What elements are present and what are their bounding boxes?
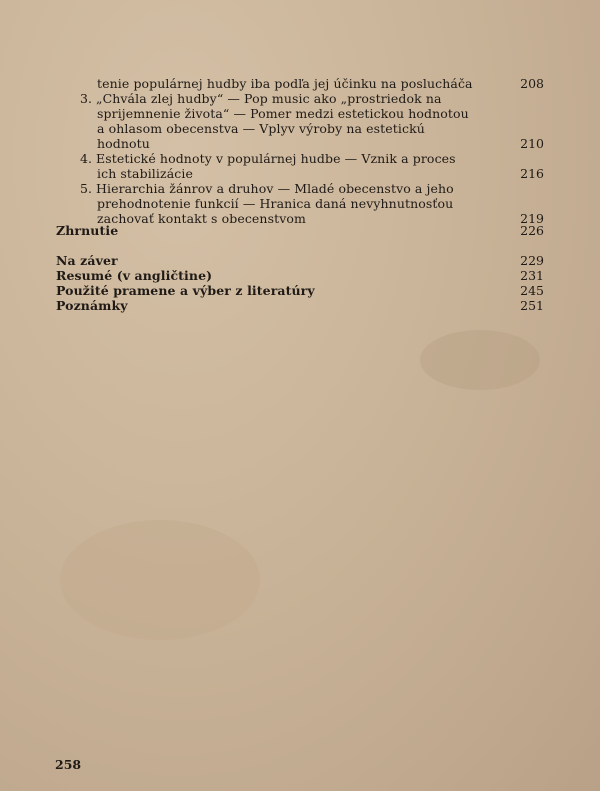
- toc-line: Na záver: [56, 253, 118, 268]
- toc-page-number: 231: [520, 268, 544, 283]
- toc-item-text: Estetické hodnoty v populárnej hudbe — Vznik a proces: [96, 151, 456, 166]
- toc-item-number: 4.: [80, 151, 93, 166]
- toc-line: tenie populárnej hudby iba podľa jej účinku na poslucháča: [97, 76, 473, 91]
- toc-line: a ohlasom obecenstva — Vplyv výroby na estetickú: [97, 121, 425, 136]
- toc-item-number: 3.: [80, 91, 93, 106]
- paper-stain: [60, 520, 260, 640]
- toc-page-number: 251: [520, 298, 544, 313]
- toc-page-number: 216: [520, 166, 544, 181]
- toc-line: Resumé (v angličtine): [56, 268, 213, 283]
- toc-page-number: 229: [520, 253, 544, 268]
- toc-line: Poznámky: [56, 298, 128, 313]
- toc-line: [80, 91, 442, 106]
- toc-line: prehodnotenie funkcií — Hranica daná nevyhnutnosťou: [97, 196, 454, 211]
- page-number: 258: [55, 757, 82, 772]
- toc-page-number: 245: [520, 283, 544, 298]
- toc-line: Použité pramene a výber z literatúry: [56, 283, 315, 298]
- toc-item-text: „Chvála zlej hudby“ — Pop music ako „prostriedok na: [96, 91, 442, 106]
- toc-line: [80, 181, 454, 196]
- paper-stain: [420, 330, 540, 390]
- toc-line: hodnotu: [97, 136, 150, 151]
- toc-page-number: 208: [520, 76, 544, 91]
- toc-line: Zhrnutie: [56, 223, 119, 238]
- toc-line: [80, 151, 456, 166]
- toc-page-number: 226: [520, 223, 544, 238]
- toc-line: zachovať kontakt s obecenstvom: [97, 211, 306, 226]
- toc-page-number: 219: [520, 211, 544, 226]
- toc-item-number: 5.: [80, 181, 93, 196]
- toc-line: sprijemnenie života“ — Pomer medzi estetickou hodnotou: [97, 106, 469, 121]
- toc-item-text: Hierarchia žánrov a druhov — Mladé obecenstvo a jeho: [96, 181, 454, 196]
- toc-page-number: 210: [520, 136, 544, 151]
- toc-line: ich stabilizácie: [97, 166, 193, 181]
